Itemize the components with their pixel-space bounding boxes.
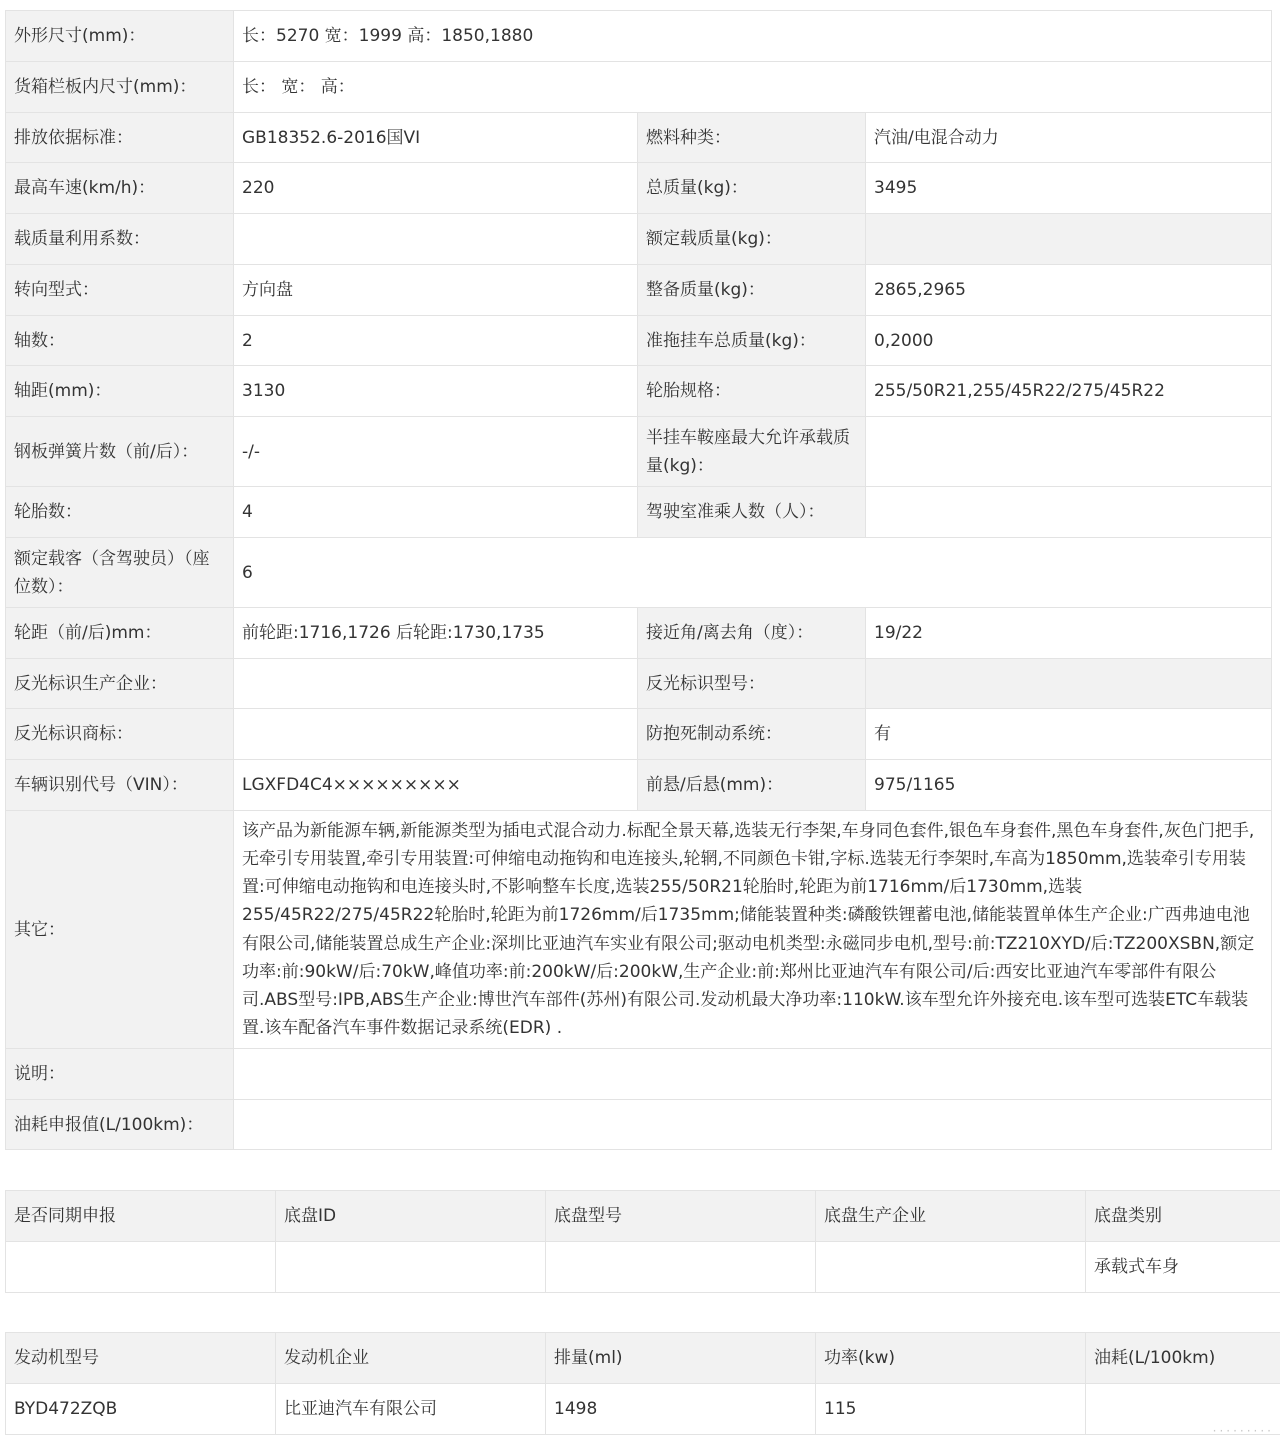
saddle-label: 半挂车鞍座最大允许承载质量(kg)： xyxy=(638,417,866,487)
trailer-value: 0,2000 xyxy=(866,316,1272,366)
engine-model-value: BYD472ZQB xyxy=(6,1384,276,1435)
table-row xyxy=(6,659,1272,709)
other-label: 其它： xyxy=(6,811,234,1049)
passengers-value: 6 xyxy=(234,538,1272,608)
chassis-header-declared: 是否同期申报 xyxy=(6,1191,276,1242)
engine-header-maker: 发动机企业 xyxy=(276,1333,546,1384)
reflect-maker-label: 反光标识生产企业： xyxy=(6,659,234,709)
vin-label: 车辆识别代号（VIN）： xyxy=(6,760,234,811)
engine-displacement-value: 1498 xyxy=(546,1384,816,1435)
table-row xyxy=(6,487,1272,538)
steering-value: 方向盘 xyxy=(234,265,638,316)
track-value: 前轮距:1716,1726 后轮距:1730,1735 xyxy=(234,608,638,659)
wheelbase-label: 轴距(mm)： xyxy=(6,366,234,417)
curb-label: 整备质量(kg)： xyxy=(638,265,866,316)
emission-value: GB18352.6-2016国VI xyxy=(234,113,638,163)
spring-value: -/- xyxy=(234,417,638,487)
tirecount-label: 轮胎数： xyxy=(6,487,234,538)
table-row xyxy=(6,608,1272,659)
ratedload-label: 额定载质量(kg)： xyxy=(638,214,866,265)
gross-value: 3495 xyxy=(866,163,1272,214)
overhang-label: 前悬/后悬(mm)： xyxy=(638,760,866,811)
table-row xyxy=(6,1049,1272,1100)
ratedload-value xyxy=(866,214,1272,265)
reflect-model-label: 反光标识型号： xyxy=(638,659,866,709)
engine-header-model: 发动机型号 xyxy=(6,1333,276,1384)
other-value: 该产品为新能源车辆,新能源类型为插电式混合动力.标配全景天幕,选装无行李架,车身同色套件,银色车身套件,黑色车身套件,灰色门把手,无牵引专用装置,牵引专用装置:可伸缩电动拖钩和电连接头,轮辋,不同颜色卡钳,字标.选装无行李架时,车高为1850mm,选装牵引专用装置:可伸缩电动拖钩和电连接头时,不影响整车长度,选装255/50R21轮胎时,轮距为前1716mm/后1730mm,选装255/45R22/275/45R22轮胎时,轮距为前1726mm/后1735mm;储能装置种类:磷酸铁锂蓄电池,储能装置单体生产企业:广西弗迪电池有限公司,储能装置总成生产企业:深圳比亚迪汽车实业有限公司;驱动电机类型:永磁同步电机,型号:前:TZ210XYD/后:TZ200XSBN,额定功率:前:90kW/后:70kW,峰值功率:前:200kW/后:200kW,生产企业:前:郑州比亚迪汽车有限公司/后:西安比亚迪汽车零部件有限公司.ABS型号:IPB,ABS生产企业:博世汽车部件(苏州)有限公司.发动机最大净功率:110kW.该车型允许外接充电.该车型可选装ETC车载装置.该车配备汽车事件数据记录系统(EDR) . xyxy=(234,811,1272,1049)
angle-label: 接近角/离去角（度）： xyxy=(638,608,866,659)
fuel-label: 燃料种类： xyxy=(638,113,866,163)
dims-label: 外形尺寸(mm)： xyxy=(6,11,234,62)
angle-value: 19/22 xyxy=(866,608,1272,659)
vehicle-spec-table xyxy=(5,10,1272,1150)
chassis-table xyxy=(5,1190,1280,1293)
table-row xyxy=(6,1384,1280,1435)
table-row xyxy=(6,1100,1272,1150)
axles-label: 轴数： xyxy=(6,316,234,366)
fuelcons-value xyxy=(234,1100,1272,1150)
table-row xyxy=(6,366,1272,417)
trailer-label: 准拖挂车总质量(kg)： xyxy=(638,316,866,366)
wheelbase-value: 3130 xyxy=(234,366,638,417)
saddle-value xyxy=(866,417,1272,487)
table-row xyxy=(6,417,1272,487)
table-row xyxy=(6,62,1272,113)
engine-header-displacement: 排量(ml) xyxy=(546,1333,816,1384)
note-label: 说明： xyxy=(6,1049,234,1100)
chassis-type-value: 承载式车身 xyxy=(1086,1242,1280,1293)
chassis-header-id: 底盘ID xyxy=(276,1191,546,1242)
cab-value xyxy=(866,487,1272,538)
table-row xyxy=(6,11,1272,62)
chassis-model-value xyxy=(546,1242,816,1293)
abs-value: 有 xyxy=(866,709,1272,760)
table-row xyxy=(6,113,1272,163)
cargo-label: 货箱栏板内尺寸(mm)： xyxy=(6,62,234,113)
cargo-value: 长： 宽： 高： xyxy=(234,62,1272,113)
table-row xyxy=(6,265,1272,316)
emission-label: 排放依据标准： xyxy=(6,113,234,163)
engine-header-power: 功率(kw) xyxy=(816,1333,1086,1384)
chassis-declared-value xyxy=(6,1242,276,1293)
reflect-maker-value xyxy=(234,659,638,709)
spring-label: 钢板弹簧片数（前/后）： xyxy=(6,417,234,487)
loadfactor-label: 载质量利用系数： xyxy=(6,214,234,265)
tirecount-value: 4 xyxy=(234,487,638,538)
watermark: ········· xyxy=(1212,1424,1274,1438)
reflect-brand-value xyxy=(234,709,638,760)
fuelcons-label: 油耗申报值(L/100km)： xyxy=(6,1100,234,1150)
steering-label: 转向型式： xyxy=(6,265,234,316)
overhang-value: 975/1165 xyxy=(866,760,1272,811)
tire-value: 255/50R21,255/45R22/275/45R22 xyxy=(866,366,1272,417)
table-row xyxy=(6,163,1272,214)
vin-value: LGXFD4C4××××××××× xyxy=(234,760,638,811)
loadfactor-value xyxy=(234,214,638,265)
chassis-header-type: 底盘类别 xyxy=(1086,1191,1280,1242)
chassis-header-maker: 底盘生产企业 xyxy=(816,1191,1086,1242)
table-row xyxy=(6,760,1272,811)
engine-table xyxy=(5,1332,1280,1435)
engine-maker-value: 比亚迪汽车有限公司 xyxy=(276,1384,546,1435)
table-row xyxy=(6,1242,1280,1293)
table-header-row xyxy=(6,1191,1280,1242)
dims-value: 长：5270 宽：1999 高：1850,1880 xyxy=(234,11,1272,62)
engine-power-value: 115 xyxy=(816,1384,1086,1435)
table-row xyxy=(6,316,1272,366)
fuel-value: 汽油/电混合动力 xyxy=(866,113,1272,163)
table-header-row xyxy=(6,1333,1280,1384)
track-label: 轮距（前/后)mm： xyxy=(6,608,234,659)
speed-label: 最高车速(km/h)： xyxy=(6,163,234,214)
cab-label: 驾驶室准乘人数（人）： xyxy=(638,487,866,538)
chassis-id-value xyxy=(276,1242,546,1293)
table-row xyxy=(6,811,1272,1049)
chassis-maker-value xyxy=(816,1242,1086,1293)
engine-header-consumption: 油耗(L/100km) xyxy=(1086,1333,1280,1384)
passengers-label: 额定载客（含驾驶员）（座位数）： xyxy=(6,538,234,608)
table-row xyxy=(6,538,1272,608)
axles-value: 2 xyxy=(234,316,638,366)
reflect-model-value xyxy=(866,659,1272,709)
note-value xyxy=(234,1049,1272,1100)
gross-label: 总质量(kg)： xyxy=(638,163,866,214)
speed-value: 220 xyxy=(234,163,638,214)
abs-label: 防抱死制动系统： xyxy=(638,709,866,760)
curb-value: 2865,2965 xyxy=(866,265,1272,316)
table-row xyxy=(6,709,1272,760)
reflect-brand-label: 反光标识商标： xyxy=(6,709,234,760)
table-row xyxy=(6,214,1272,265)
chassis-header-model: 底盘型号 xyxy=(546,1191,816,1242)
tire-label: 轮胎规格： xyxy=(638,366,866,417)
